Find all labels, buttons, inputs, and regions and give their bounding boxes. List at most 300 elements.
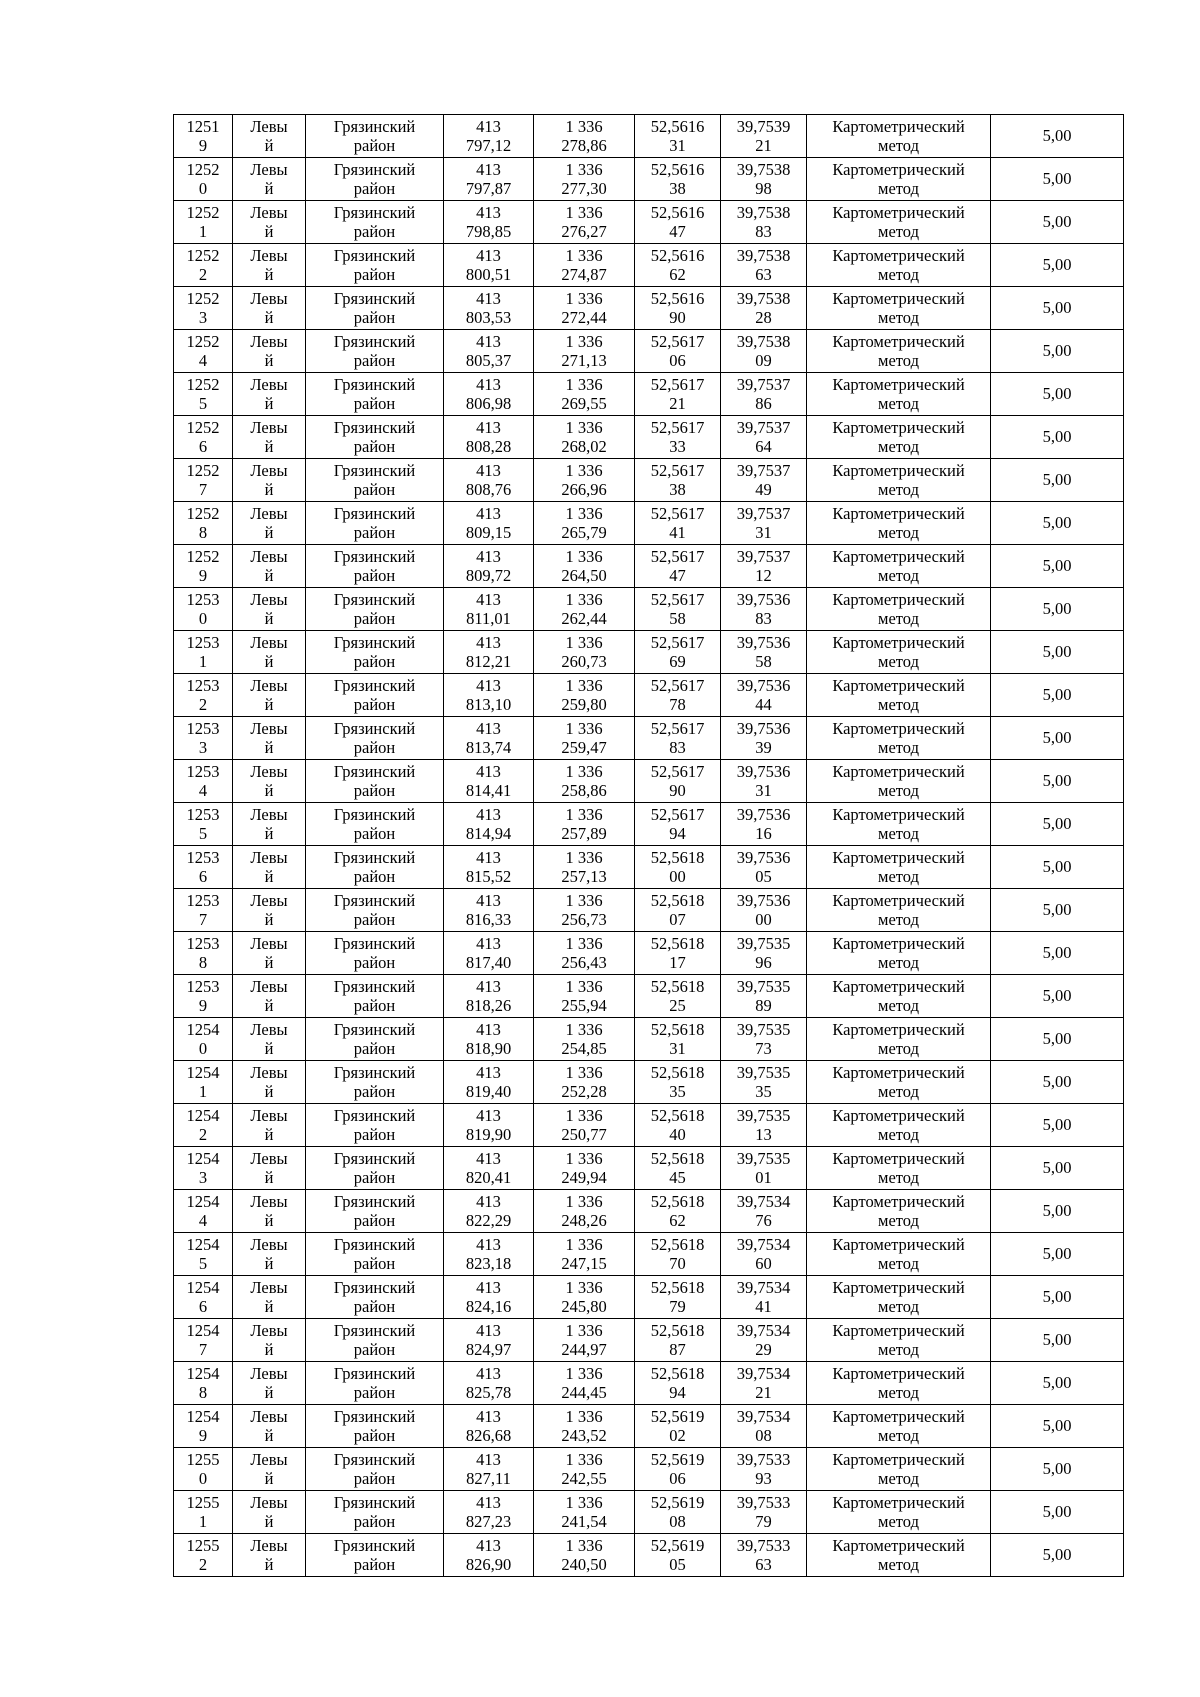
cell-side-line-2: й bbox=[264, 1082, 274, 1101]
cell-latitude-line-2: 08 bbox=[669, 1512, 686, 1531]
table-row bbox=[174, 717, 1124, 760]
cell-district-line-1: Грязинский bbox=[333, 718, 416, 738]
cell-longitude-line-2: 58 bbox=[755, 652, 772, 671]
cell-method-line-2: метод bbox=[878, 265, 919, 284]
cell-x-coordinate bbox=[444, 1491, 534, 1534]
cell-district-line-1: Грязинский bbox=[333, 1320, 416, 1340]
cell-y-coordinate-line-2: 258,86 bbox=[561, 781, 607, 800]
cell-method bbox=[807, 1534, 991, 1577]
cell-accuracy: 5,00 bbox=[991, 1018, 1124, 1061]
cell-y-coordinate bbox=[534, 846, 635, 889]
cell-district-line-1: Грязинский bbox=[333, 159, 416, 179]
cell-x-coordinate-line-2: 809,72 bbox=[465, 566, 512, 585]
cell-method-line-2: метод bbox=[878, 136, 919, 155]
cell-accuracy: 5,00 bbox=[991, 760, 1124, 803]
cell-latitude-line-2: 47 bbox=[669, 566, 686, 585]
cell-y-coordinate-line-1: 1 336 bbox=[565, 1019, 603, 1039]
cell-side-line-2: й bbox=[264, 1555, 274, 1574]
cell-y-coordinate bbox=[534, 201, 635, 244]
cell-y-coordinate-line-2: 254,85 bbox=[561, 1039, 607, 1058]
cell-x-coordinate-line-1: 413 bbox=[476, 1191, 501, 1211]
cell-y-coordinate bbox=[534, 932, 635, 975]
cell-x-coordinate-line-2: 805,37 bbox=[465, 351, 512, 370]
cell-side-line-1: Левы bbox=[250, 1320, 288, 1340]
cell-district-line-2: район bbox=[353, 437, 396, 456]
cell-y-coordinate-line-1: 1 336 bbox=[565, 503, 603, 523]
cell-accuracy: 5,00 bbox=[991, 545, 1124, 588]
cell-district bbox=[306, 416, 444, 459]
cell-x-coordinate-line-1: 413 bbox=[476, 589, 501, 609]
cell-y-coordinate-line-1: 1 336 bbox=[565, 976, 603, 996]
cell-district bbox=[306, 1018, 444, 1061]
cell-y-coordinate bbox=[534, 287, 635, 330]
cell-district bbox=[306, 975, 444, 1018]
table-row bbox=[174, 1233, 1124, 1276]
cell-y-coordinate bbox=[534, 158, 635, 201]
cell-point-number bbox=[174, 201, 233, 244]
cell-side-line-2: й bbox=[264, 1211, 274, 1230]
cell-longitude-line-1: 39,7535 bbox=[736, 1105, 791, 1125]
cell-district-line-2: район bbox=[353, 480, 396, 499]
table-row bbox=[174, 1448, 1124, 1491]
cell-y-coordinate bbox=[534, 803, 635, 846]
cell-side-line-2: й bbox=[264, 1254, 274, 1273]
cell-x-coordinate bbox=[444, 1319, 534, 1362]
cell-y-coordinate-line-1: 1 336 bbox=[565, 288, 603, 308]
cell-method-line-1: Картометрический bbox=[832, 1191, 965, 1211]
table-row bbox=[174, 803, 1124, 846]
cell-point-number-line-2: 4 bbox=[198, 1211, 208, 1230]
cell-point-number-line-2: 3 bbox=[198, 738, 208, 757]
cell-point-number bbox=[174, 1233, 233, 1276]
cell-y-coordinate-line-1: 1 336 bbox=[565, 116, 603, 136]
cell-longitude-line-2: 09 bbox=[755, 351, 772, 370]
cell-longitude-line-1: 39,7536 bbox=[736, 632, 791, 652]
cell-x-coordinate bbox=[444, 760, 534, 803]
cell-method-line-1: Картометрический bbox=[832, 288, 965, 308]
cell-x-coordinate bbox=[444, 1448, 534, 1491]
cell-latitude-line-2: 47 bbox=[669, 222, 686, 241]
cell-point-number bbox=[174, 545, 233, 588]
cell-point-number bbox=[174, 158, 233, 201]
cell-x-coordinate bbox=[444, 631, 534, 674]
cell-method-line-2: метод bbox=[878, 308, 919, 327]
cell-latitude bbox=[635, 1018, 721, 1061]
cell-side bbox=[233, 373, 306, 416]
table-row bbox=[174, 975, 1124, 1018]
cell-side-line-1: Левы bbox=[250, 202, 288, 222]
cell-method-line-1: Картометрический bbox=[832, 761, 965, 781]
cell-method-line-1: Картометрический bbox=[832, 1449, 965, 1469]
table-row bbox=[174, 545, 1124, 588]
cell-x-coordinate bbox=[444, 1190, 534, 1233]
cell-y-coordinate-line-2: 244,97 bbox=[561, 1340, 607, 1359]
cell-x-coordinate bbox=[444, 1104, 534, 1147]
cell-x-coordinate-line-2: 827,23 bbox=[465, 1512, 512, 1531]
cell-method-line-2: метод bbox=[878, 910, 919, 929]
cell-side-line-2: й bbox=[264, 1168, 274, 1187]
cell-method-line-1: Картометрический bbox=[832, 847, 965, 867]
cell-longitude-line-1: 39,7537 bbox=[736, 546, 791, 566]
cell-x-coordinate-line-1: 413 bbox=[476, 460, 501, 480]
cell-latitude-line-1: 52,5619 bbox=[650, 1449, 705, 1469]
cell-latitude-line-2: 87 bbox=[669, 1340, 686, 1359]
cell-x-coordinate bbox=[444, 932, 534, 975]
cell-x-coordinate-line-2: 818,90 bbox=[465, 1039, 512, 1058]
cell-district-line-2: район bbox=[353, 1426, 396, 1445]
cell-latitude bbox=[635, 545, 721, 588]
cell-x-coordinate bbox=[444, 502, 534, 545]
cell-accuracy: 5,00 bbox=[991, 803, 1124, 846]
cell-district-line-2: район bbox=[353, 652, 396, 671]
cell-longitude bbox=[721, 201, 807, 244]
cell-method bbox=[807, 1233, 991, 1276]
cell-latitude-line-1: 52,5618 bbox=[650, 1148, 705, 1168]
cell-point-number bbox=[174, 502, 233, 545]
cell-side-line-2: й bbox=[264, 1039, 274, 1058]
cell-latitude-line-2: 31 bbox=[669, 1039, 686, 1058]
cell-point-number-line-1: 1252 bbox=[186, 417, 220, 437]
cell-longitude bbox=[721, 459, 807, 502]
cell-district-line-2: район bbox=[353, 996, 396, 1015]
cell-y-coordinate-line-2: 264,50 bbox=[561, 566, 607, 585]
cell-side bbox=[233, 158, 306, 201]
cell-x-coordinate-line-2: 803,53 bbox=[465, 308, 512, 327]
cell-y-coordinate-line-1: 1 336 bbox=[565, 331, 603, 351]
cell-district-line-2: район bbox=[353, 179, 396, 198]
cell-y-coordinate bbox=[534, 330, 635, 373]
cell-longitude-line-1: 39,7537 bbox=[736, 503, 791, 523]
cell-point-number bbox=[174, 459, 233, 502]
cell-latitude-line-1: 52,5619 bbox=[650, 1492, 705, 1512]
cell-x-coordinate bbox=[444, 373, 534, 416]
cell-y-coordinate bbox=[534, 1104, 635, 1147]
cell-side bbox=[233, 545, 306, 588]
cell-method-line-2: метод bbox=[878, 1469, 919, 1488]
cell-side-line-1: Левы bbox=[250, 1449, 288, 1469]
cell-longitude-line-2: 35 bbox=[755, 1082, 772, 1101]
cell-longitude-line-1: 39,7539 bbox=[736, 116, 791, 136]
cell-y-coordinate bbox=[534, 975, 635, 1018]
cell-accuracy: 5,00 bbox=[991, 330, 1124, 373]
table-row bbox=[174, 330, 1124, 373]
cell-latitude-line-1: 52,5619 bbox=[650, 1406, 705, 1426]
cell-method-line-1: Картометрический bbox=[832, 1535, 965, 1555]
cell-y-coordinate-line-2: 259,80 bbox=[561, 695, 607, 714]
cell-method bbox=[807, 330, 991, 373]
cell-side bbox=[233, 287, 306, 330]
cell-method bbox=[807, 1104, 991, 1147]
cell-x-coordinate-line-2: 814,94 bbox=[465, 824, 512, 843]
cell-x-coordinate bbox=[444, 1405, 534, 1448]
cell-x-coordinate bbox=[444, 1147, 534, 1190]
cell-longitude-line-2: 96 bbox=[755, 953, 772, 972]
cell-side bbox=[233, 1405, 306, 1448]
cell-point-number-line-2: 7 bbox=[198, 1340, 208, 1359]
cell-y-coordinate-line-1: 1 336 bbox=[565, 847, 603, 867]
cell-method bbox=[807, 1491, 991, 1534]
cell-y-coordinate-line-1: 1 336 bbox=[565, 718, 603, 738]
cell-district-line-1: Грязинский bbox=[333, 460, 416, 480]
cell-method-line-2: метод bbox=[878, 695, 919, 714]
cell-method-line-2: метод bbox=[878, 1426, 919, 1445]
cell-side-line-2: й bbox=[264, 609, 274, 628]
cell-method bbox=[807, 631, 991, 674]
cell-method-line-1: Картометрический bbox=[832, 1277, 965, 1297]
cell-side bbox=[233, 201, 306, 244]
cell-accuracy: 5,00 bbox=[991, 1319, 1124, 1362]
cell-point-number-line-2: 9 bbox=[198, 136, 208, 155]
cell-district bbox=[306, 1233, 444, 1276]
cell-x-coordinate-line-2: 820,41 bbox=[465, 1168, 512, 1187]
cell-district bbox=[306, 1104, 444, 1147]
cell-point-number bbox=[174, 115, 233, 158]
cell-point-number-line-2: 9 bbox=[198, 996, 208, 1015]
cell-y-coordinate-line-2: 271,13 bbox=[561, 351, 607, 370]
cell-longitude-line-1: 39,7537 bbox=[736, 417, 791, 437]
cell-latitude bbox=[635, 1491, 721, 1534]
cell-x-coordinate-line-2: 814,41 bbox=[465, 781, 512, 800]
cell-x-coordinate-line-1: 413 bbox=[476, 761, 501, 781]
cell-district bbox=[306, 588, 444, 631]
cell-method bbox=[807, 717, 991, 760]
cell-latitude bbox=[635, 201, 721, 244]
cell-x-coordinate-line-2: 827,11 bbox=[466, 1469, 511, 1488]
cell-point-number bbox=[174, 975, 233, 1018]
cell-y-coordinate-line-1: 1 336 bbox=[565, 1277, 603, 1297]
cell-point-number-line-1: 1255 bbox=[186, 1535, 220, 1555]
cell-side-line-2: й bbox=[264, 351, 274, 370]
cell-latitude-line-2: 90 bbox=[669, 308, 686, 327]
cell-point-number bbox=[174, 1147, 233, 1190]
cell-side bbox=[233, 1534, 306, 1577]
cell-x-coordinate-line-1: 413 bbox=[476, 116, 501, 136]
cell-x-coordinate-line-1: 413 bbox=[476, 288, 501, 308]
cell-point-number-line-2: 1 bbox=[198, 222, 208, 241]
cell-district-line-1: Грязинский bbox=[333, 417, 416, 437]
cell-district bbox=[306, 803, 444, 846]
cell-y-coordinate bbox=[534, 459, 635, 502]
cell-accuracy: 5,00 bbox=[991, 1104, 1124, 1147]
cell-side bbox=[233, 1018, 306, 1061]
cell-x-coordinate-line-1: 413 bbox=[476, 331, 501, 351]
cell-side bbox=[233, 459, 306, 502]
cell-point-number-line-1: 1254 bbox=[186, 1105, 220, 1125]
cell-x-coordinate-line-2: 824,97 bbox=[465, 1340, 512, 1359]
cell-longitude-line-2: 21 bbox=[755, 136, 772, 155]
cell-longitude bbox=[721, 975, 807, 1018]
cell-district-line-1: Грязинский bbox=[333, 546, 416, 566]
cell-y-coordinate-line-1: 1 336 bbox=[565, 761, 603, 781]
cell-longitude bbox=[721, 631, 807, 674]
cell-method bbox=[807, 1061, 991, 1104]
cell-latitude-line-1: 52,5617 bbox=[650, 374, 705, 394]
cell-x-coordinate bbox=[444, 244, 534, 287]
cell-district-line-1: Грязинский bbox=[333, 761, 416, 781]
cell-point-number-line-2: 0 bbox=[198, 1039, 208, 1058]
cell-point-number bbox=[174, 1276, 233, 1319]
cell-method-line-2: метод bbox=[878, 523, 919, 542]
cell-side bbox=[233, 631, 306, 674]
cell-point-number bbox=[174, 760, 233, 803]
cell-district bbox=[306, 459, 444, 502]
cell-side bbox=[233, 932, 306, 975]
cell-longitude bbox=[721, 1534, 807, 1577]
cell-y-coordinate bbox=[534, 1491, 635, 1534]
cell-district-line-1: Грязинский bbox=[333, 890, 416, 910]
cell-side-line-1: Левы bbox=[250, 1148, 288, 1168]
cell-longitude-line-1: 39,7538 bbox=[736, 331, 791, 351]
cell-x-coordinate bbox=[444, 846, 534, 889]
cell-side-line-2: й bbox=[264, 738, 274, 757]
cell-latitude-line-1: 52,5618 bbox=[650, 1363, 705, 1383]
cell-longitude-line-1: 39,7536 bbox=[736, 761, 791, 781]
cell-point-number-line-2: 8 bbox=[198, 523, 208, 542]
cell-district-line-2: район bbox=[353, 308, 396, 327]
cell-longitude-line-2: 89 bbox=[755, 996, 772, 1015]
coordinates-table bbox=[173, 114, 1124, 1577]
cell-district-line-1: Грязинский bbox=[333, 116, 416, 136]
cell-x-coordinate-line-1: 413 bbox=[476, 890, 501, 910]
cell-side-line-1: Левы bbox=[250, 847, 288, 867]
cell-latitude-line-1: 52,5618 bbox=[650, 976, 705, 996]
cell-district bbox=[306, 889, 444, 932]
cell-longitude-line-1: 39,7534 bbox=[736, 1363, 791, 1383]
cell-method-line-2: метод bbox=[878, 867, 919, 886]
cell-latitude-line-1: 52,5617 bbox=[650, 675, 705, 695]
cell-longitude bbox=[721, 1061, 807, 1104]
cell-latitude-line-1: 52,5617 bbox=[650, 718, 705, 738]
cell-latitude-line-2: 94 bbox=[669, 824, 686, 843]
cell-method bbox=[807, 287, 991, 330]
cell-y-coordinate-line-1: 1 336 bbox=[565, 1062, 603, 1082]
cell-method-line-1: Картометрический bbox=[832, 804, 965, 824]
cell-x-coordinate-line-2: 822,29 bbox=[465, 1211, 512, 1230]
cell-y-coordinate-line-2: 257,13 bbox=[561, 867, 607, 886]
cell-method-line-2: метод bbox=[878, 480, 919, 499]
cell-district bbox=[306, 158, 444, 201]
table-row bbox=[174, 631, 1124, 674]
cell-longitude-line-1: 39,7534 bbox=[736, 1191, 791, 1211]
cell-method-line-1: Картометрический bbox=[832, 1363, 965, 1383]
cell-district-line-2: район bbox=[353, 136, 396, 155]
cell-latitude-line-1: 52,5617 bbox=[650, 589, 705, 609]
cell-longitude bbox=[721, 1104, 807, 1147]
cell-latitude-line-1: 52,5618 bbox=[650, 933, 705, 953]
cell-method bbox=[807, 1362, 991, 1405]
cell-latitude-line-2: 94 bbox=[669, 1383, 686, 1402]
cell-method bbox=[807, 889, 991, 932]
cell-side-line-2: й bbox=[264, 1469, 274, 1488]
cell-side-line-1: Левы bbox=[250, 1019, 288, 1039]
cell-latitude-line-2: 38 bbox=[669, 179, 686, 198]
cell-x-coordinate bbox=[444, 115, 534, 158]
cell-method bbox=[807, 502, 991, 545]
cell-accuracy: 5,00 bbox=[991, 846, 1124, 889]
cell-x-coordinate bbox=[444, 1018, 534, 1061]
cell-latitude bbox=[635, 1448, 721, 1491]
cell-side-line-1: Левы bbox=[250, 417, 288, 437]
cell-latitude-line-1: 52,5616 bbox=[650, 288, 705, 308]
cell-longitude-line-1: 39,7537 bbox=[736, 460, 791, 480]
cell-x-coordinate-line-1: 413 bbox=[476, 245, 501, 265]
cell-x-coordinate-line-1: 413 bbox=[476, 933, 501, 953]
table-row bbox=[174, 1276, 1124, 1319]
cell-latitude-line-2: 83 bbox=[669, 738, 686, 757]
cell-y-coordinate-line-2: 266,96 bbox=[561, 480, 607, 499]
cell-x-coordinate bbox=[444, 158, 534, 201]
cell-method bbox=[807, 846, 991, 889]
cell-y-coordinate bbox=[534, 1018, 635, 1061]
cell-longitude-line-2: 41 bbox=[755, 1297, 772, 1316]
cell-y-coordinate-line-1: 1 336 bbox=[565, 804, 603, 824]
cell-y-coordinate-line-2: 252,28 bbox=[561, 1082, 607, 1101]
cell-y-coordinate-line-2: 242,55 bbox=[561, 1469, 607, 1488]
cell-point-number-line-2: 1 bbox=[198, 652, 208, 671]
cell-longitude bbox=[721, 1405, 807, 1448]
cell-latitude bbox=[635, 975, 721, 1018]
cell-accuracy: 5,00 bbox=[991, 1362, 1124, 1405]
cell-method bbox=[807, 1147, 991, 1190]
cell-longitude-line-1: 39,7538 bbox=[736, 202, 791, 222]
cell-latitude bbox=[635, 502, 721, 545]
cell-point-number bbox=[174, 1104, 233, 1147]
cell-longitude bbox=[721, 1233, 807, 1276]
cell-district bbox=[306, 287, 444, 330]
cell-latitude-line-2: 40 bbox=[669, 1125, 686, 1144]
cell-x-coordinate bbox=[444, 287, 534, 330]
cell-side-line-2: й bbox=[264, 695, 274, 714]
cell-y-coordinate-line-2: 256,73 bbox=[561, 910, 607, 929]
cell-y-coordinate bbox=[534, 545, 635, 588]
cell-longitude-line-1: 39,7533 bbox=[736, 1449, 791, 1469]
cell-longitude-line-2: 64 bbox=[755, 437, 772, 456]
cell-side-line-1: Левы bbox=[250, 1535, 288, 1555]
cell-point-number bbox=[174, 1190, 233, 1233]
cell-method-line-2: метод bbox=[878, 738, 919, 757]
cell-longitude-line-2: 21 bbox=[755, 1383, 772, 1402]
cell-accuracy: 5,00 bbox=[991, 932, 1124, 975]
cell-point-number bbox=[174, 1405, 233, 1448]
cell-side-line-2: й bbox=[264, 652, 274, 671]
cell-latitude bbox=[635, 287, 721, 330]
cell-x-coordinate bbox=[444, 416, 534, 459]
cell-accuracy: 5,00 bbox=[991, 1233, 1124, 1276]
cell-latitude bbox=[635, 1319, 721, 1362]
cell-method bbox=[807, 1448, 991, 1491]
table-row bbox=[174, 373, 1124, 416]
cell-longitude-line-2: 00 bbox=[755, 910, 772, 929]
cell-latitude bbox=[635, 330, 721, 373]
cell-longitude-line-1: 39,7534 bbox=[736, 1320, 791, 1340]
cell-side-line-2: й bbox=[264, 1383, 274, 1402]
cell-accuracy: 5,00 bbox=[991, 1491, 1124, 1534]
cell-point-number-line-1: 1253 bbox=[186, 589, 220, 609]
cell-x-coordinate-line-1: 413 bbox=[476, 1320, 501, 1340]
cell-district-line-1: Грязинский bbox=[333, 933, 416, 953]
cell-y-coordinate bbox=[534, 373, 635, 416]
cell-latitude-line-1: 52,5618 bbox=[650, 847, 705, 867]
cell-side bbox=[233, 1190, 306, 1233]
cell-point-number bbox=[174, 416, 233, 459]
cell-latitude-line-1: 52,5617 bbox=[650, 546, 705, 566]
cell-point-number-line-2: 1 bbox=[198, 1082, 208, 1101]
table-row bbox=[174, 889, 1124, 932]
table-row bbox=[174, 760, 1124, 803]
cell-latitude bbox=[635, 1061, 721, 1104]
cell-x-coordinate bbox=[444, 1362, 534, 1405]
cell-district-line-1: Грязинский bbox=[333, 1105, 416, 1125]
